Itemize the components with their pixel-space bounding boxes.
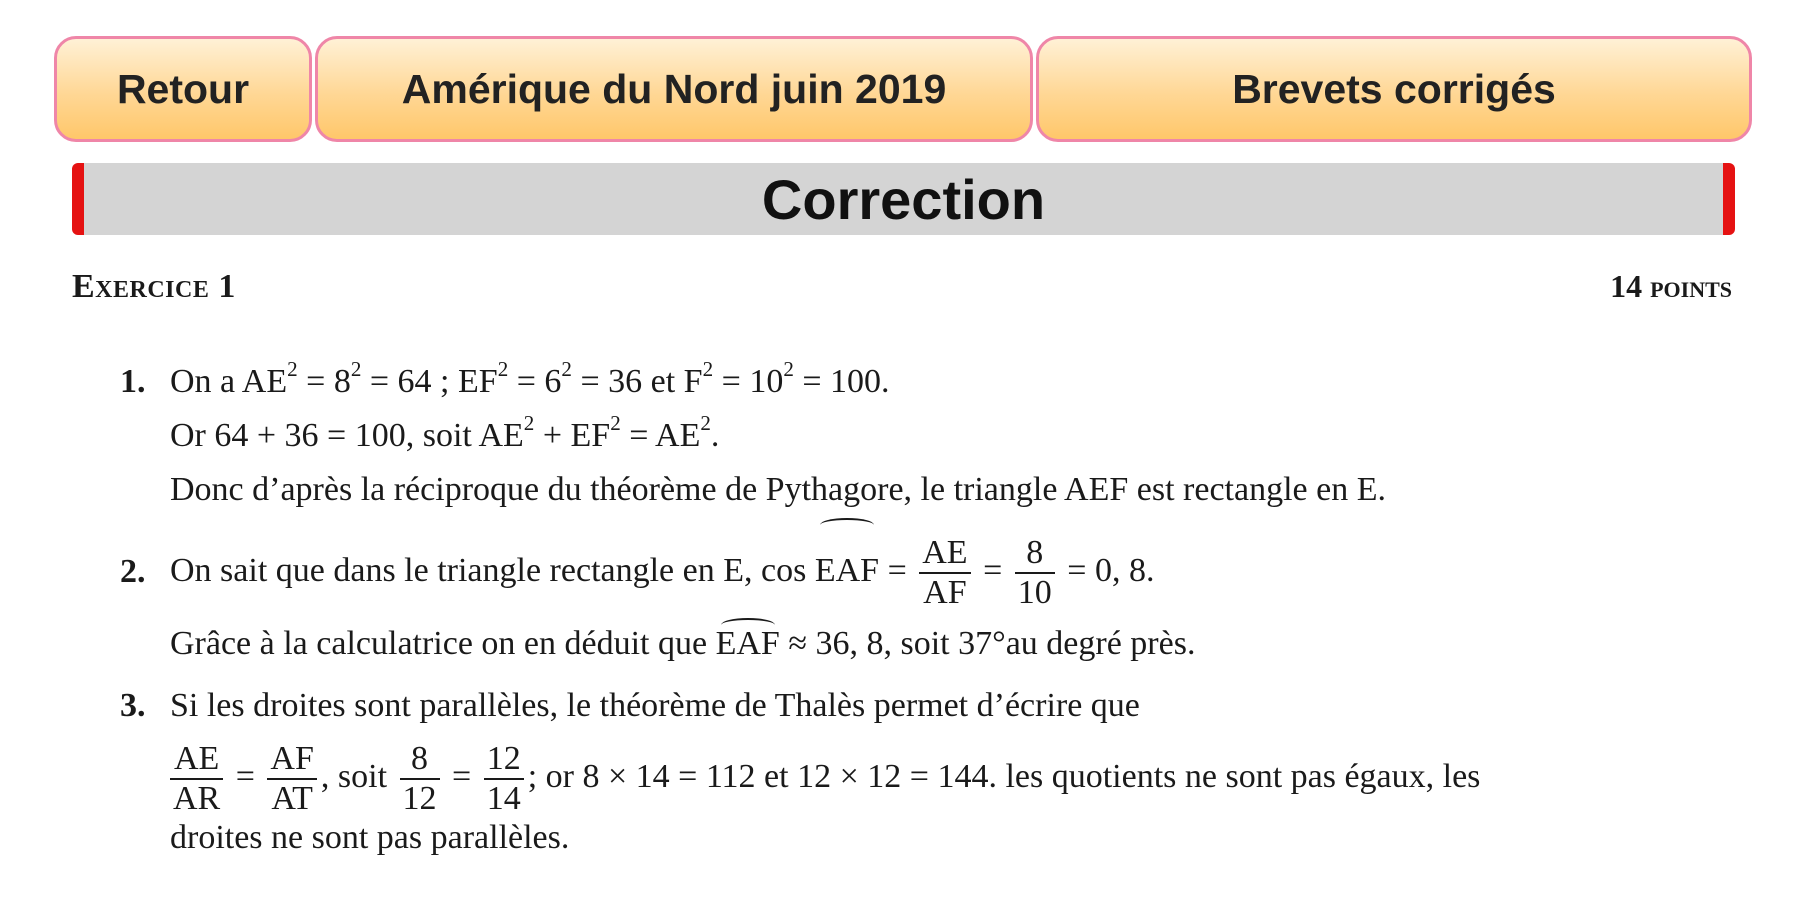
section-title: Correction [72, 163, 1735, 235]
question-2-line-1: On sait que dans le triangle rectangle en E, cos EAF = $\frac{AE}{AF}$ = $\frac{8}{10}$ = 0, 8. [170, 524, 1154, 618]
fraction-8-10: $\frac{8}{10}$ [1015, 534, 1055, 612]
angle-eaf-2: EAF [715, 625, 780, 662]
question-1-line-3: Donc d’après la réciproque du théorème de Pythagore, le triangle AEF est rectangle en E. [170, 471, 1386, 508]
question-2-line-2: Grâce à la calculatrice on en déduit que EAF ≈ 36, 8, soit 37°au degré près. [170, 625, 1196, 662]
question-3-line-1: Si les droites sont parallèles, le théorème de Thalès permet d’écrire que [170, 687, 1140, 724]
question-2-number: 2. [120, 553, 146, 590]
collection-button[interactable]: Brevets corrigés [1036, 36, 1752, 142]
question-3-number: 3. [120, 687, 146, 724]
exercise-title: Exercice 1 [72, 268, 236, 305]
question-1-line-2: Or 64 + 36 = 100, soit $AE^2 + EF^2 = AE^2$. [170, 411, 720, 454]
fraction-ae-ar: $\frac{AE}{AR}$ [170, 740, 223, 818]
exercise-points: 14 points [1610, 268, 1732, 304]
question-3-line-3: droites ne sont pas parallèles. [170, 819, 570, 856]
fraction-12-14: $\frac{12}{14}$ [484, 740, 524, 818]
fraction-8-12: $\frac{8}{12}$ [400, 740, 440, 818]
back-button[interactable]: Retour [54, 36, 312, 142]
question-3-line-2: $\frac{AE}{AR}$ = $\frac{AF}{AT}$ , soit $\frac{8}{12}$ = $\frac{12}{14}$ ; or 8 × 14 = 112 et 12 × 12 = 144. les quotients ne sont pas égaux, les [170, 732, 1480, 822]
question-1-line-1: On a $AE^2 = 8^2 = 64$ ; $EF^2 = 6^2 = 36$ et $F^2 = 10^2 = 100$. [170, 357, 890, 400]
angle-eaf: EAF [815, 524, 879, 618]
exam-button[interactable]: Amérique du Nord juin 2019 [315, 36, 1033, 142]
fraction-ae-af: $\frac{AE}{AF}$ [919, 534, 970, 612]
question-1-number: 1. [120, 363, 146, 400]
fraction-af-at: $\frac{AF}{AT}$ [267, 740, 316, 818]
